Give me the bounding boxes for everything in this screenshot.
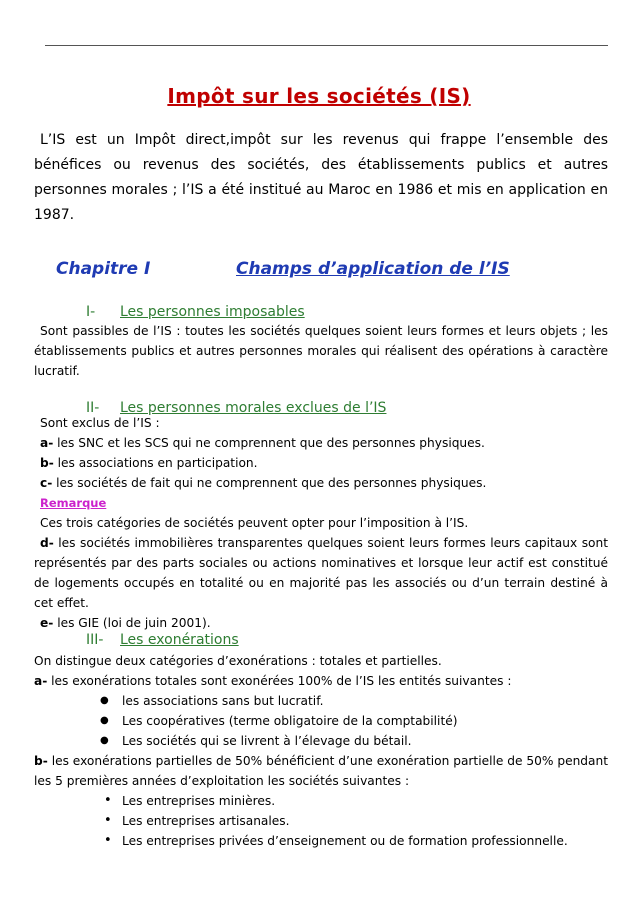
intro-paragraph [34,128,608,228]
section-3-heading [86,632,239,648]
list-item: • Les entreprises minières. [34,791,608,811]
list-item: a- les exonérations totales sont exonérées 100% de l’IS les entités suivantes : [34,674,512,688]
header-rule [45,45,608,46]
chapter-title: Champs d’application de l’IS [236,259,510,279]
section-1-heading [86,304,305,320]
section-2-number: II- [86,400,100,416]
section-3-number: III- [86,632,104,648]
list-item: c- les sociétés de fait qui ne comprennent que des personnes physiques. [40,476,487,490]
section-2-label: Les personnes morales exclues de l’IS [120,400,387,416]
intro-text: L’IS est un Impôt direct,impôt sur les revenus qui frappe l’ensemble des bénéfices ou revenus des sociétés, des établissements publics et autres personnes morales ; l’IS a été institué au Maroc en 1986 et mis en application en 1987. [34,132,608,223]
remark-label: Remarque [40,496,107,510]
section-1-number: I- [86,304,96,320]
section-3-label: Les exonérations [120,632,239,648]
list-item: • Les entreprises privées d’enseignement ou de formation professionnelle. [34,831,608,851]
chapter-number: Chapitre I [56,259,151,279]
section-3-body [34,651,608,851]
list-item: d- les sociétés immobilières transparentes quelques soient leurs formes leurs capitaux sont représentés par des parts sociales ou actions nominatives et lorsque leur actif est constitué de logements occupés en totalité ou en majorité pas les associés ou d’un terrain destiné à cet effet. [34,536,608,610]
list-item: ● Les coopératives (terme obligatoire de la comptabilité) [34,711,608,731]
section-2-body [34,413,608,633]
list-item: a- les SNC et les SCS qui ne comprennent que des personnes physiques. [40,436,485,450]
section-2-intro: Sont exclus de l’IS : [40,416,160,430]
section-1-body [34,321,608,381]
section-1-text: Sont passibles de l’IS : toutes les sociétés quelques soient leurs formes et leurs objets ; les établissements publics et autres personnes morales qui réalisent des opérations à caractère lucratif. [34,324,608,378]
total-exemptions-list [34,691,608,751]
partial-exemptions-list [34,791,608,851]
section-1-label: Les personnes imposables [120,304,305,320]
page-title: Impôt sur les sociétés (IS) [167,84,471,108]
list-item: e- les GIE (loi de juin 2001). [40,616,211,630]
list-item: ● Les sociétés qui se livrent à l’élevage du bétail. [34,731,608,751]
list-item: ● les associations sans but lucratif. [34,691,608,711]
section-3-intro: On distingue deux catégories d’exonérations : totales et partielles. [34,654,442,668]
list-item: b- les associations en participation. [40,456,258,470]
remark-text: Ces trois catégories de sociétés peuvent opter pour l’imposition à l’IS. [40,516,469,530]
list-item: b- les exonérations partielles de 50% bénéficient d’une exonération partielle de 50% pendant les 5 premières années d’exploitation les sociétés suivantes : [34,754,609,788]
list-item: • Les entreprises artisanales. [34,811,608,831]
